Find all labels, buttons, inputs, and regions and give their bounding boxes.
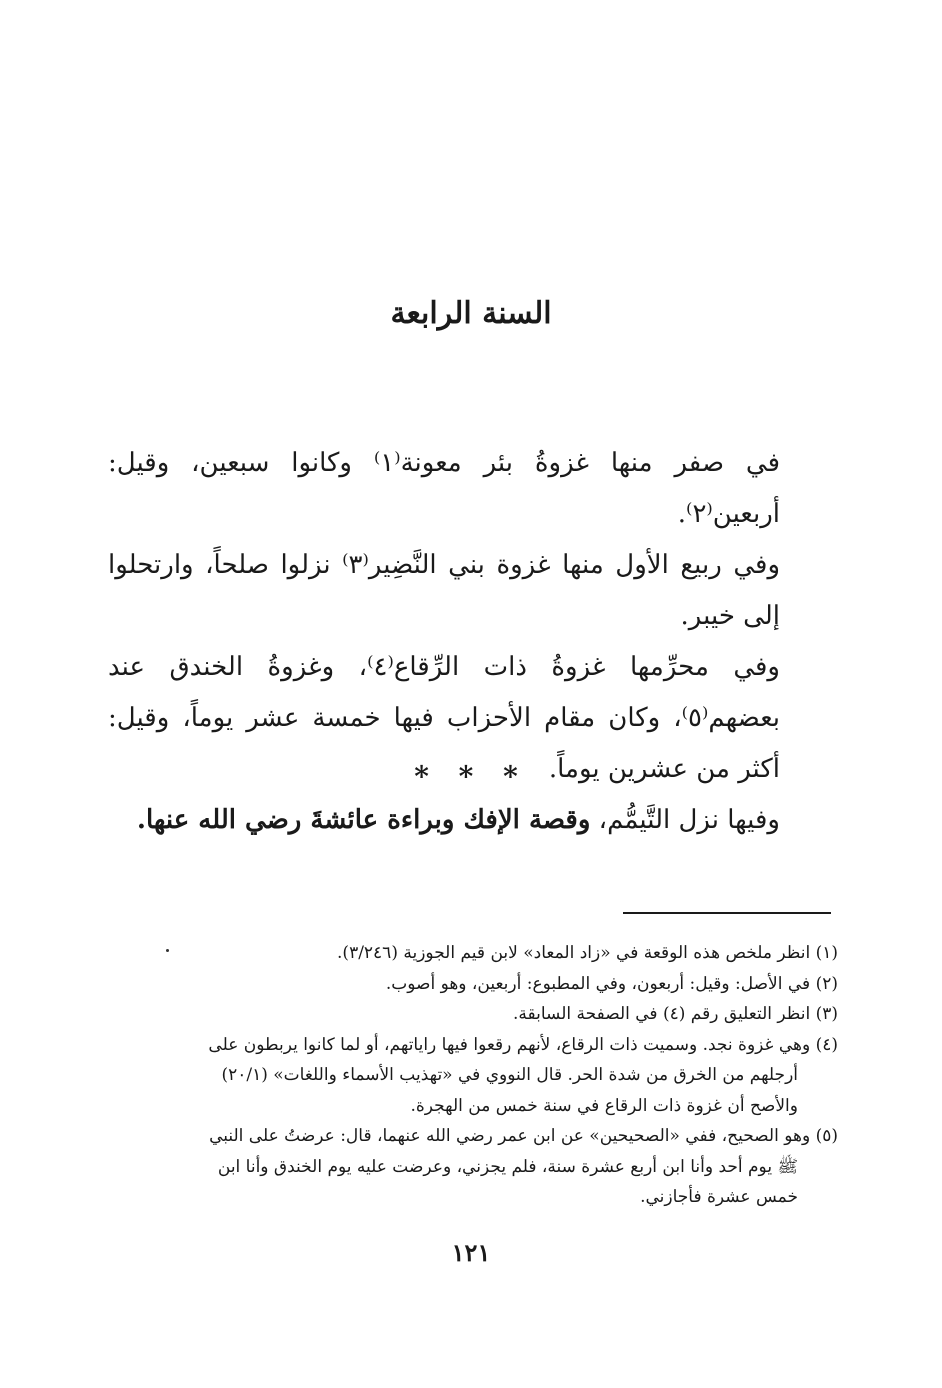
footnote-2: (٢) في الأصل: وقيل: أربعون، وفي المطبوع: أربعين، وهو أصوب. <box>385 973 838 994</box>
chapter-title: السنة الرابعة <box>390 296 552 331</box>
footnote-4-line-3: والأصح أن غزوة ذات الرقاع في سنة خمس من الهجرة. <box>410 1095 798 1116</box>
footnote-1: (١) انظر ملخص هذه الوقعة في «زاد المعاد» لابن قيم الجوزية (٣/٢٤٦). <box>337 943 838 963</box>
footnote-rule <box>623 912 831 914</box>
paragraph-rabi: وفي ربيع الأول منها غزوة بني النَّضِير⁽٣⁾ نزلوا صلحاً، وارتحلوا إلى خيبر. <box>108 550 780 631</box>
ifk-story-text: وقصة الإفك وبراءة عائشةَ رضي الله عنها. <box>136 805 591 835</box>
paragraph-safar: في صفر منها غزوةُ بئر معونة⁽١⁾ وكانوا سبعين، وقيل: أربعين⁽٢⁾. <box>108 448 780 529</box>
footnote-4-line-2: أرجلهم من الخرق من شدة الحر. قال النووي في «تهذيب الأسماء واللغات» (٢٠/١) <box>221 1065 798 1085</box>
paragraph-muharram: وفي محرِّمها غزوةُ ذات الرِّقاع⁽٤⁾، وغزوةُ الخندق عند بعضهم⁽٥⁾، وكان مقام الأحزاب فيها خمسة عشر يوماً، وقيل: أكثر من عشرين يوماً. <box>108 652 780 784</box>
footnote-5: (٥) وهو الصحيح، ففي «الصحيحين» عن ابن عمر رضي الله عنهما، قال: عرضتُ على النبي <box>209 1126 838 1146</box>
section-separator: * * * <box>414 760 528 793</box>
paragraph-tayammum <box>108 795 838 846</box>
page-number: ١٢١ <box>451 1238 491 1267</box>
footnote-5-line-2: ﷺ يوم أحد وأنا ابن أربع عشرة سنة، فلم يجزني، وعرضت عليه يوم الخندق وأنا ابن <box>217 1156 798 1177</box>
tayammum-text: وفيها نزل التَّيمُّم، <box>590 805 780 835</box>
footnote-4: (٤) وهي غزوة نجد. وسميت ذات الرقاع، لأنهم رقعوا فيها راياتهم، أو لما كانوا يربطون على <box>208 1034 838 1055</box>
footnote-5-line-3: خمس عشرة فأجازني. <box>640 1187 798 1207</box>
footnotes <box>108 938 838 1213</box>
footnote-3: (٣) انظر التعليق رقم (٤) في الصفحة السابقة. <box>513 1004 838 1024</box>
